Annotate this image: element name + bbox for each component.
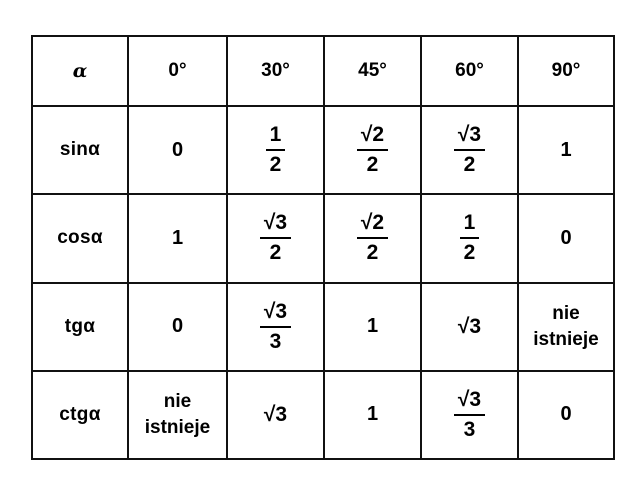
table-header-row [32,36,614,106]
table-row [32,106,614,194]
value-text: 0 [171,315,184,338]
fraction-numerator: 1 [266,123,286,151]
cell-cos-0 [128,194,227,282]
cell-tg-0 [128,283,227,371]
fraction-denominator: 2 [269,241,282,265]
cell-tg-60 [421,283,518,371]
fraction-numerator: √3 [260,211,291,239]
square-root-value: √3 [263,402,288,426]
cell-tg-90 [518,283,614,371]
fraction-denominator: 2 [269,153,282,177]
fraction-denominator: 2 [366,241,379,265]
cell-sin-0 [128,106,227,194]
fraction-numerator: √2 [357,123,388,151]
cell-sin-90 [518,106,614,194]
table-row [32,371,614,459]
fraction-denominator: 2 [366,153,379,177]
fraction [454,388,485,442]
undefined-line-2: istnieje [144,416,211,438]
fraction [260,300,291,354]
value-text: 1 [366,315,379,338]
cell-ctg-30 [227,371,324,459]
cell-sin-60 [421,106,518,194]
value-text: 1 [171,226,184,249]
fraction [357,123,388,177]
cell-tg-30 [227,283,324,371]
corner-alpha-symbol: α [32,36,128,106]
row-label-cos: cosα [32,194,128,282]
square-root-value: √3 [457,314,482,338]
value-text: 1 [366,403,379,426]
fraction [460,211,480,265]
undefined-line-2: istnieje [533,328,599,350]
cell-cos-45 [324,194,421,282]
table-row [32,194,614,282]
fraction [454,123,485,177]
undefined-value [129,389,226,440]
fraction-denominator: 3 [463,417,476,441]
fraction-denominator: 2 [463,153,476,177]
trig-values-table [31,35,615,460]
cell-ctg-0 [128,371,227,459]
trig-table-container [31,35,613,460]
cell-cos-90 [518,194,614,282]
column-header-90deg: 90° [518,36,614,106]
fraction [260,211,291,265]
value-text: 0 [171,138,184,161]
cell-cos-30 [227,194,324,282]
fraction [266,123,286,177]
table-row [32,283,614,371]
value-text: 0 [560,403,572,426]
column-header-30deg: 30° [227,36,324,106]
cell-ctg-60 [421,371,518,459]
cell-ctg-90 [518,371,614,459]
cell-cos-60 [421,194,518,282]
column-header-0deg: 0° [128,36,227,106]
fraction-numerator: √3 [260,300,291,328]
row-label-tg: tgα [32,283,128,371]
cell-sin-45 [324,106,421,194]
fraction-numerator: √2 [357,211,388,239]
fraction-numerator: √3 [454,388,485,416]
fraction [357,211,388,265]
undefined-value [519,301,613,352]
value-text: 1 [560,138,572,161]
fraction-denominator: 3 [269,329,282,353]
fraction-numerator: 1 [460,211,480,239]
column-header-60deg: 60° [421,36,518,106]
cell-ctg-45 [324,371,421,459]
undefined-line-1: nie [552,303,580,325]
cell-sin-30 [227,106,324,194]
fraction-numerator: √3 [454,123,485,151]
row-label-ctg: ctgα [32,371,128,459]
row-label-sin: sinα [32,106,128,194]
fraction-denominator: 2 [463,241,476,265]
value-text: 0 [560,226,572,249]
undefined-line-1: nie [163,391,192,413]
column-header-45deg: 45° [324,36,421,106]
cell-tg-45 [324,283,421,371]
